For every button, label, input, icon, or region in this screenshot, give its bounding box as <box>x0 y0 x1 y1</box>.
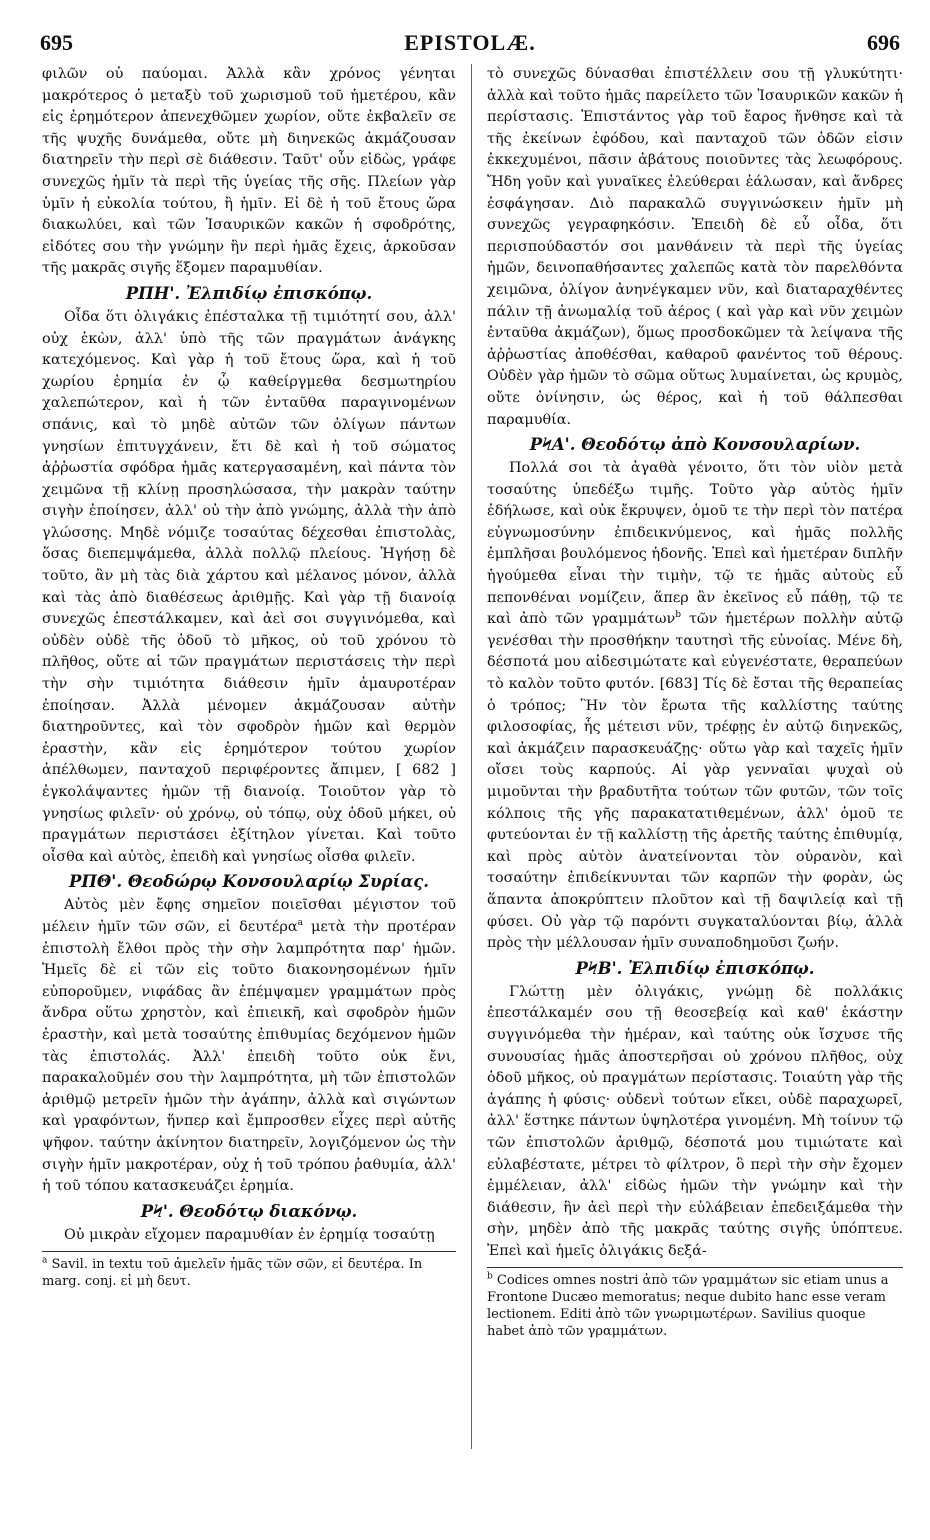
footnote-a-marker: a <box>297 918 303 929</box>
page-number-right: 696 <box>867 30 900 55</box>
letter-189-text-a: Αὐτὸς μὲν ἔφης σημεῖον ποιεῖσθαι μέγιστον τοῦ μέλειν ἡμῖν τῶν σῶν, εἰ δευτέρα <box>42 897 456 935</box>
letter-192-body: Γλώττῃ μὲν ὀλιγάκις, γνώμῃ δὲ πολλάκις ἐπεστάλκαμέν σου τῇ θεοσεβείᾳ καὶ καθ' ἑκάστην συγγινόμεθα τὴν ἡμέραν, καὶ ταύτης οὐκ ἴσχυσε τῆς συνουσίας ἡμᾶς ἀποστερῆσαι οὐ χρόνου πλῆθος, οὐχ ὁδοῦ μῆκος, οὐ πραγμάτων περίστασις. Τοιαύτη γὰρ τῆς ἀγάπης ἡ φύσις· οὐδενὶ τούτων εἴκει, οὐδὲ παραχωρεῖ, ἀλλ' ἕστηκε πάντων ὑψηλοτέρα γινομένη. Μὴ τοίνυν τῷ τῶν ἐπιστολῶν ἀριθμῷ, δέσποτά μου τιμιώτατε καὶ εὐλαβέστατε, μέτρει τὸ φίλτρον, ὃ περὶ τὴν σὴν ἔχομεν ἐμμέλειαν, ἀλλ' εἰδὼς ἡμῶν τὴν γνώμην καὶ τὴν διάθεσιν, ἣν ἀεὶ περὶ τὴν εὐλάβειαν ἐπεδειξάμεθα τὴν σὴν, μηδὲν ἀπὸ τῆς μακρᾶς ταύτης σιγῆς ὑπόπτευε. Ἐπεὶ καὶ ἡμεῖς ὀλιγάκις δεξά- <box>487 983 903 1259</box>
footnote-a-label: a <box>42 1255 48 1266</box>
running-header <box>40 30 900 58</box>
running-title: EPISTOLÆ. <box>404 30 536 55</box>
footnote-a <box>42 1256 456 1290</box>
footnote-b-marker: b <box>675 610 681 621</box>
letter-191-text-a: Πολλά σοι τὰ ἀγαθὰ γένοιτο, ὅτι τὸν υἱὸν μετὰ τοσαύτης ὑπεδέξω τιμῆς. Τοῦτο γὰρ αὐτὸς ἡμῖν ἐδήλωσε, καὶ οὐκ ἔκρυψεν, ὁμοῦ τε τὴν περὶ τὸν πατέρα εὐγνωμοσύνην ἐπιδεικνύμενος, καὶ ἡμᾶς πολλῆς ἐμπλῆσαι βουλόμενος ἡδονῆς. Ἐπεὶ καὶ ἡμετέραν διπλῆν ἡγούμεθα εἶναι τὴν τιμὴν, τῷ τε ἡμᾶς αὐτοὺς εὖ πεπονθέναι νομίζειν, ἅπερ ἂν ἐκεῖνος εὖ πάθῃ, τῷ τε καὶ ἀπὸ τῶν γραμμάτων <box>487 460 903 628</box>
letter-189-heading: ΡΠΘ'. Θεοδώρῳ Κονσουλαρίῳ Συρίας. <box>68 872 430 892</box>
letter-188-body: Οἶδα ὅτι ὀλιγάκις ἐπέσταλκα τῇ τιμιότητί σου, ἀλλ' οὐχ ἑκὼν, ἀλλ' ὑπὸ τῆς τῶν πραγμάτων ἀνάγκης κατεχόμενος. Καὶ γὰρ ἡ τοῦ ἔτους ὥρα, καὶ ἡ τοῦ χωρίου ἐρημία ἐν ᾧ καθείργμεθα δεσμωτηρίου χαλεπώτερον, καὶ ἡ τῶν ἐνταῦθα παραγινομένων σπάνις, καὶ τὸ μηδὲ αὐτῶν τῶν ὀλίγων πάντων γνησίων ἐπιτυγχάνειν, ἔτι δὲ καὶ ἡ τοῦ σώματος ἀῤῥωστία σφόδρα ἡμᾶς κατεργασαμένη, καὶ πάντα τὸν χειμῶνα τῇ κλίνῃ προσηλώσασα, τὴν μακρὰν ταύτην σιγὴν ἐποίησεν, ἀλλ' οὐ τὴν ἀπὸ γνώμης, ἀλλὰ τὴν ἀπὸ γλώσσης. Μηδὲ νόμιζε τοσαύτας δέχεσθαι ἐπιστολὰς, ὅσας διεπεμψάμεθα, ἀλλὰ πολλῷ πλείους. Ἡγήσῃ δὲ τοῦτο, ἂν μὴ τὰς διὰ χάρτου καὶ μέλανος μόνον, ἀλλὰ καὶ τὰς ἀπὸ διαθέσεως ἀριθμῇς. Καὶ γὰρ τῇ διανοίᾳ συνεχῶς ἐπεστάλκαμεν, καὶ ἀεὶ σοι συγγινόμεθα, καὶ οὐδὲν οὐδὲ τῆς ὁδοῦ τὸ μῆκος, οὐ τοῦ χρόνου τὸ πλῆθος, οὔτε αἱ τῶν πραγμάτων περιστάσεις τὴν περὶ τὴν σὴν τιμιότητα διάθεσιν ἡμῖν ἀμαυροτέραν ἐποίησαν. Ἀλλὰ μένομεν ἀκμάζουσαν αὐτὴν διατηροῦντες, καὶ τὸν σφοδρὸν ἡμῶν καὶ θερμὸν ἐραστὴν, κἂν εἰς ἐρημότερον τούτου χωρίον ἀπέλθωμεν, πανταχοῦ περιφέροντες ἄπιμεν, [ 682 ] ἐγκολάψαντες ἡμῶν τῇ διανοίᾳ. Τοιοῦτον γὰρ τὸ γνησίως φιλεῖν· οὐ χρόνῳ, οὐ τόπῳ, οὐχ ὁδοῦ μήκει, οὐ πραγμάτων περιστάσει ἐξίτηλον γίνεται. Καὶ τοῦτο οἶσθα καὶ αὐτὸς, ἐπειδὴ καὶ γνησίως οἶσθα φιλεῖν. <box>42 308 456 865</box>
letter-191-body <box>487 458 903 955</box>
footnote-rule-left <box>42 1251 456 1252</box>
footnote-a-text: Savil. in textu τοῦ ἀμελεῖν ἡμᾶς τῶν σῶν, εἰ δευτέρα. In marg. conj. εἰ μὴ δευτ. <box>42 1257 423 1290</box>
footnote-b-label: b <box>487 1272 493 1283</box>
letter-187-continuation: φιλῶν οὐ παύομαι. Ἀλλὰ κἂν χρόνος γένηται μακρότερος ὁ μεταξὺ τοῦ χωρισμοῦ τοῦ ἡμετέρου, κἂν εἰς ἐρημότερον ἀπενεχθῶμεν χωρίον, οὔτε ἐκβαλεῖν σε τῆς ψυχῆς δυνάμεθα, οὔτε μὴ διηνεκῶς ἀκμάζουσαν διατηρεῖν τὴν περὶ σὲ διάθεσιν. Ταῦτ' οὖν εἰδὼς, γράφε συνεχῶς ἡμῖν τὰ περὶ τῆς ὑγείας τῆς σῆς. Πλείων γὰρ ὑμῖν ἡ εὐκολία τούτου, ἢ ἡμῖν. Εἰ δὲ ἡ τοῦ ἔτους ὥρα διακωλύει, καὶ τῶν Ἰσαυρικῶν κακῶν ἡ σφοδρότης, εἰδότες σου τὴν γνώμην ἣν περὶ ἡμᾶς ἔχεις, ἀρκοῦσαν τῆς μακρᾶς σιγῆς ἕξομεν παραμυθίαν. <box>42 66 456 277</box>
letter-188-heading: ΡΠΗ'. Ἐλπιδίῳ ἐπισκόπῳ. <box>125 283 373 303</box>
footnote-b <box>487 1272 903 1340</box>
page-number-left: 695 <box>40 30 73 55</box>
letter-190-heading: ΡϞ'. Θεοδότῳ διακόνῳ. <box>140 1201 358 1221</box>
letter-189-text-b: μετὰ τὴν προτέραν ἐπιστολὴ ἔλθοι πρὸς τὴν σὴν λαμπρότητα παρ' ἡμῶν. Ἡμεῖς δὲ εἰ τῶν εἰς τοῦτο διακονησομένων ἡμῖν εὐποροῦμεν, νιφάδας ἂν ἐπέμψαμεν γραμμάτων πρὸς ἄνδρα οὕτω χρηστὸν, καὶ ἐπιεικῆ, καὶ σφοδρὸν ἡμῶν ἐραστὴν, καὶ μετὰ τοσαύτης ἐπιθυμίας δεχόμενον ἡμῶν τὰς ἐπιστολάς. Ἀλλ' ἐπειδὴ τοῦτο οὐκ ἔνι, παρακαλοῦμέν σου τὴν λαμπρότητα, μὴ τῶν ἐπιστολῶν ἀριθμῷ μετρεῖν ἡμῶν τὴν ἀγάπην, ἀλλὰ καὶ σιγώντων καὶ γραφόντων, ἥνπερ καὶ ἔμπροσθεν εἶχες περὶ αὐτῆς ψῆφον. ταύτην ἀκίνητον διατηρεῖν, λογιζόμενον ὡς τὴν σιγὴν ἡμῖν μακροτέραν, οὐχ ἡ τοῦ τρόπου ῥαθυμία, ἀλλ' ἡ τοῦ τόπου κατασκευάζει ἐρημία. <box>42 918 456 1195</box>
letter-192-heading: ΡϞΒ'. Ἐλπιδίῳ ἐπισκόπῳ. <box>575 958 815 978</box>
left-column <box>42 64 456 1290</box>
right-column <box>487 64 903 1340</box>
footnote-rule-right <box>487 1267 903 1268</box>
letter-189-body <box>42 895 456 1197</box>
letter-190-body: Οὐ μικρὰν εἴχομεν παραμυθίαν ἐν ἐρημίᾳ τοσαύτῃ <box>64 1226 435 1243</box>
footnote-b-text: Codices omnes nostri ἀπὸ τῶν γραμμάτων sic etiam unus a Frontone Ducæo memoratus; neque dubito hanc esse veram lectionem. Editi ἀπὸ τῶν γνωριμωτέρων. Savilius quoque habet ἀπὸ τῶν γραμμάτων. <box>487 1273 889 1340</box>
column-divider <box>471 64 472 1449</box>
letter-191-text-b: τῶν ἡμετέρων πολλὴν αὐτῷ γενέσθαι τὴν προσθήκην ταυτησὶ τῆς εὐνοίας. Μένε δὴ, δέσποτά μου αἰδεσιμώτατε καὶ εὐγενέστατε, θεραπεύων τὸ καλὸν τοῦτο φυτόν. [683] Τίς δὲ ἔσται τῆς θεραπείας ὁ τρόπος; Ἣν τὸν ἔρωτα τῆς καλλίστης ταύτης φιλοσοφίας, ἧς μέτεισι νῦν, τρέφῃς ἐν αὐτῷ διηνεκῶς, καὶ ἀκμάζειν παρασκευάζῃς· οὕτω γὰρ καὶ ταχεῖς ἡμῖν οἴσει τοὺς καρπούς. Αἱ γὰρ γενναῖαι ψυχαὶ οὐ μιμοῦνται τὴν βραδυτῆτα τούτων τῶν φυτῶν, τῶν τοῖς κόλποις τῆς γῆς παρακατατιθεμένων, ἀλλ' ὁμοῦ τε φυτεύονται ἐν τῇ καλλίστῃ τῆς ἀρετῆς ταύτης ἐπιθυμίᾳ, καὶ πρὸς αὐτὸν ἀνατείνονται τὸν οὐρανὸν, καὶ τοσαύτην ἐπιδείκνυνται τῶν καρπῶν τὴν φορὰν, ὡς ἅπαντα ἀποκρύπτειν πλοῦτον καὶ τῇ δαψιλείᾳ καὶ τῇ φύσει. Οὐ γὰρ τῷ παρόντι συγκαταλύονται βίῳ, ἀλλὰ πρὸς τὴν μέλλουσαν ἡμῖν συναποδημοῦσι ζωήν. <box>487 611 903 952</box>
letter-191-heading: ΡϞΑ'. Θεοδότῳ ἀπὸ Κονσουλαρίων. <box>529 435 861 455</box>
letter-190-continuation: τὸ συνεχῶς δύνασθαι ἐπιστέλλειν σου τῇ γλυκύτητι· ἀλλὰ καὶ τοῦτο ἡμᾶς παρείλετο τῶν Ἰσαυρικῶν κακῶν ἡ περίστασις. Ἐπιστάντος γὰρ τοῦ ἔαρος ἤνθησε καὶ τὰ τῆς ἐκείνων ἐφόδου, καὶ πανταχοῦ τῶν ὁδῶν εἰσιν ἐκκεχυμένοι, πᾶσιν ἀβάτους ποιοῦντες τὰς λεωφόρους. Ἤδη γοῦν καὶ γυναῖκες ἐλεύθεραι ἑάλωσαν, καὶ ἄνδρες ἐσφάγησαν. Διὸ παρακαλῶ συγγινώσκειν ἡμῖν μὴ συνεχῶς γεγραφηκόσιν. Ἐπειδὴ δὲ εὖ οἶδα, ὅτι περισπούδαστόν σοι μανθάνειν τὰ περὶ τῆς ὑγείας ἡμῶν, δεινοπαθήσαντες χαλεπῶς κατὰ τὸν παρελθόντα χειμῶνα, ὀλίγον ἀνηνέγκαμεν νῦν, καὶ διαταραχθέντες πάλιν τῇ ἀνωμαλίᾳ τοῦ ἀέρος ( καὶ γὰρ καὶ νῦν χειμὼν ἐνταῦθα ἀκμάζων), ὅμως προσδοκῶμεν τὰ λείψανα τῆς ἀῤῥωστίας ἀποθέσθαι, καθαροῦ φανέντος τοῦ θέρους. Οὐδὲν γὰρ ἡμῶν τὸ σῶμα οὕτως λυμαίνεται, ὡς κρυμὸς, οὔτε ὀνίνησιν, ὡς θέρος, καὶ ἡ τοῦ θάλπεσθαι παραμυθία. <box>487 66 903 428</box>
